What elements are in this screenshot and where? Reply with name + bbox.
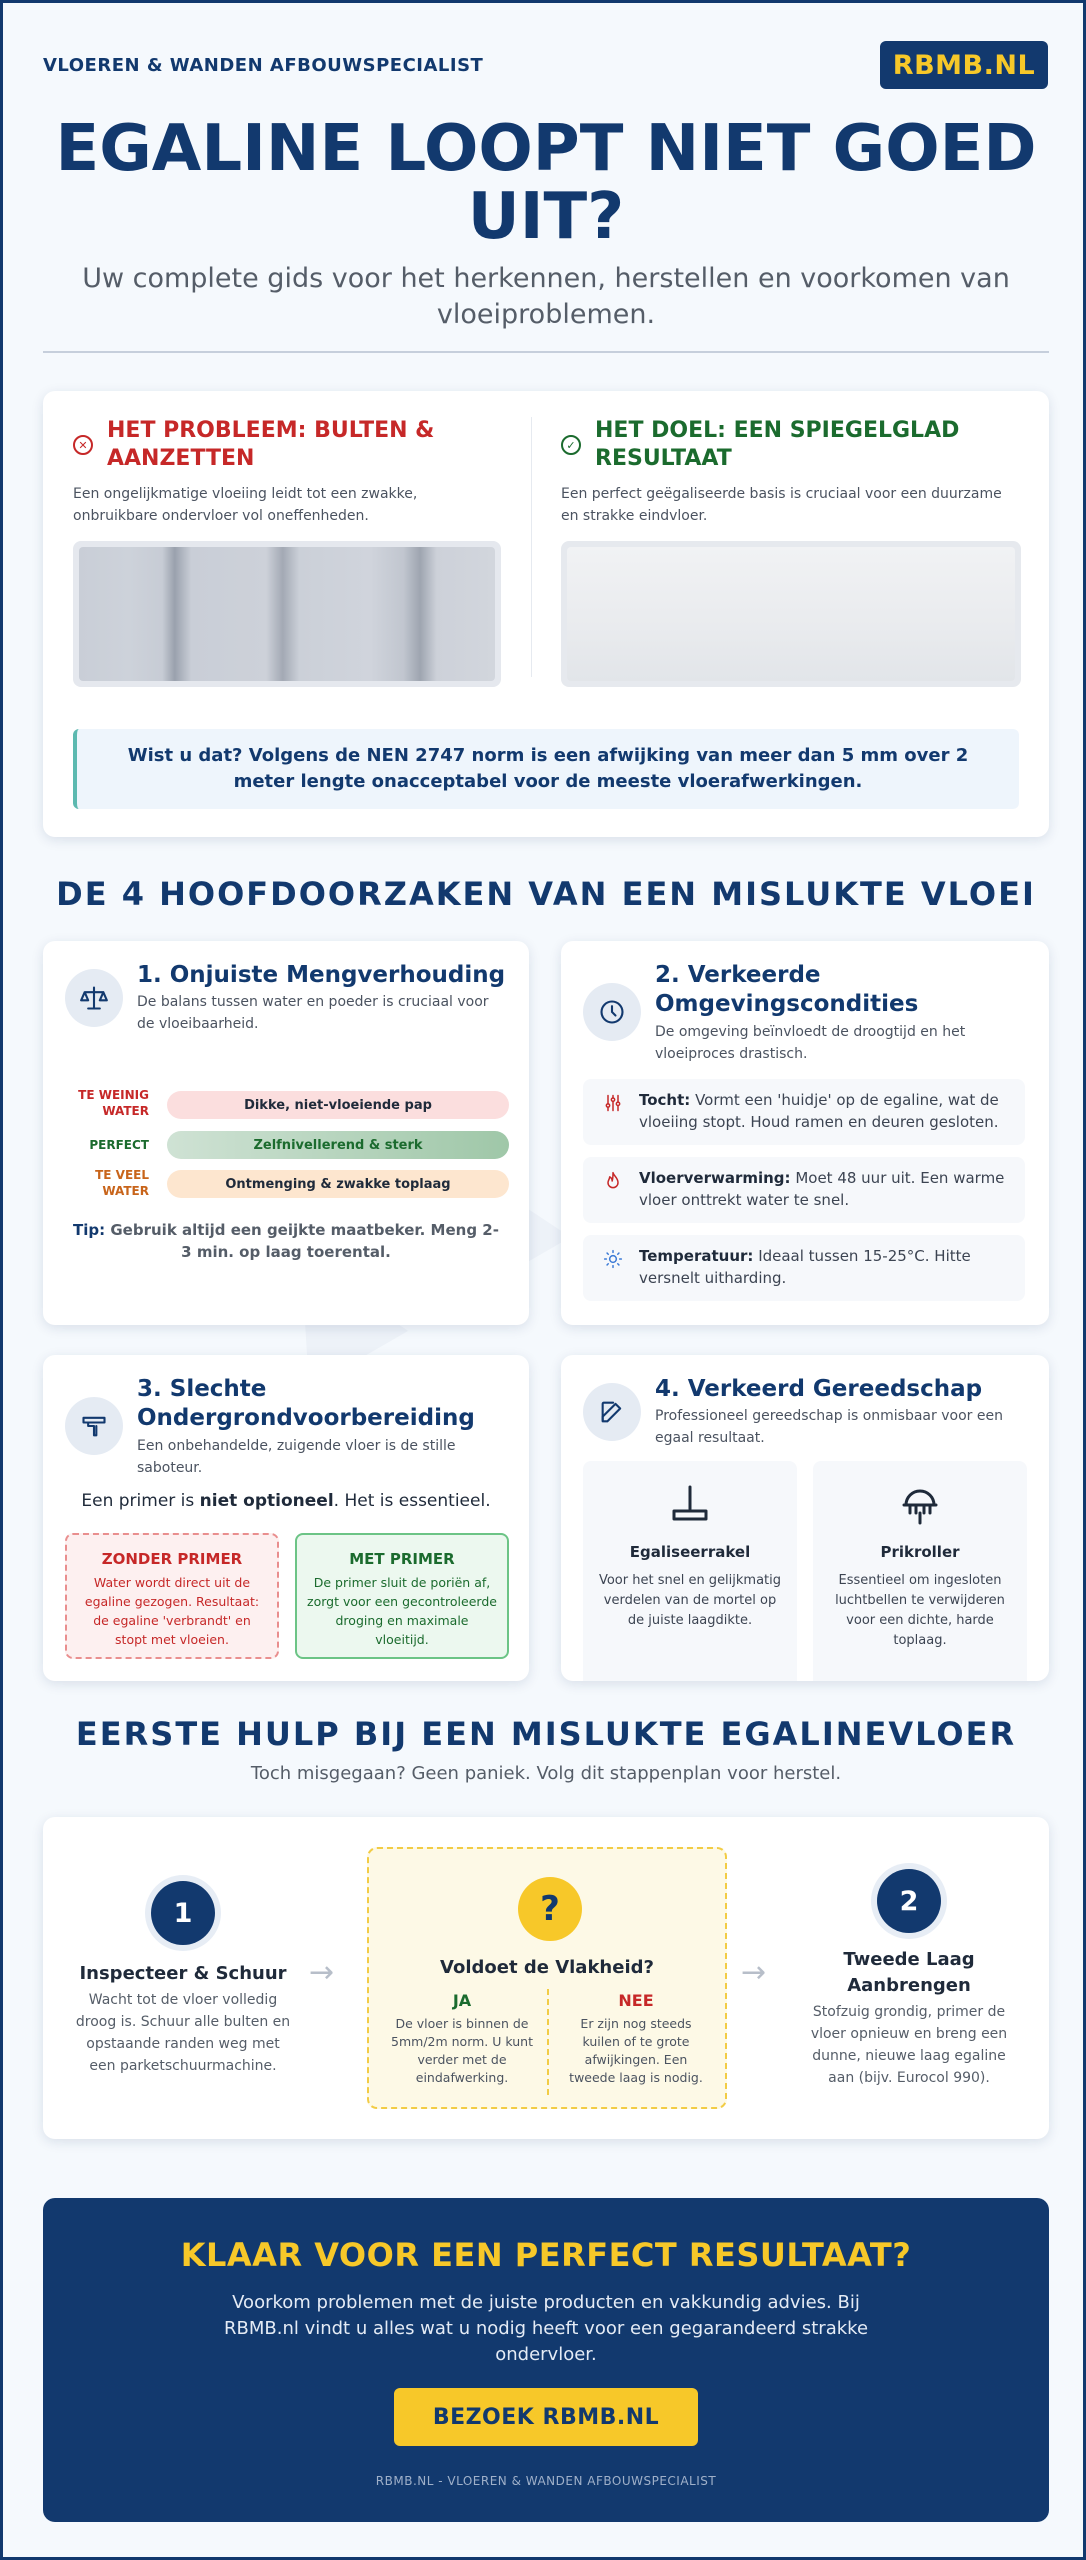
step-2-number: 2	[877, 1869, 941, 1933]
cta-text: Voorkom problemen met de juiste producten en vakkundig advies. Bij RBMB.nl vindt u alles wat u nodig heeft voor een gegarandeerd strakke ondervloer.	[223, 2292, 869, 2365]
decision-question: Voldoet de Vlakheid?	[440, 1957, 654, 1978]
mix-bar-perfect: Zelfnivellerend & sterk	[167, 1131, 509, 1159]
tool-spike-roller-desc: Essentieel om ingesloten luchtbellen te verwijderen voor een dichte, harde toplaag.	[835, 1573, 1005, 1648]
first-aid-card	[43, 1817, 1049, 2139]
cause-card-environment	[561, 941, 1049, 1325]
problem-goal-card	[43, 391, 1049, 837]
cause-3-description: Een onbehandelde, zuigende vloer is de stille saboteur.	[137, 1438, 456, 1476]
first-aid-title: EERSTE HULP BIJ EEN MISLUKTE EGALINEVLOER	[75, 1715, 1017, 1753]
spike-roller-icon	[896, 1481, 944, 1529]
primer-roller-icon	[65, 1397, 123, 1455]
cause-card-tools	[561, 1355, 1049, 1681]
sun-icon	[603, 1249, 623, 1269]
smooth-floor-illustration	[561, 541, 1021, 687]
cause-4-description: Professioneel gereedschap is onmisbaar voor een egaal resultaat.	[655, 1408, 1003, 1446]
decision-divider	[547, 1989, 549, 2095]
tool-spike-roller-name: Prikroller	[880, 1543, 960, 1561]
step-2-description: Stofzuig grondig, primer de vloer opnieuw en breng een dunne, nieuwe laag egaline aan (bijv. Eurocol 990).	[810, 2004, 1008, 2086]
fact-callout: Wist u dat? Volgens de NEN 2747 norm is een afwijking van meer dan 5 mm over 2 meter lengte onacceptabel voor de meeste vloerafwerkingen.	[73, 729, 1019, 809]
cause-1-title: 1. Onjuiste Mengverhouding	[137, 962, 506, 988]
step-1-number: 1	[151, 1881, 215, 1945]
first-aid-subtitle: Toch misgegaan? Geen paniek. Volg dit stappenplan voor herstel.	[250, 1763, 842, 1784]
mix-label-too-much: TE VEEL WATER	[95, 1168, 149, 1198]
column-divider	[531, 417, 532, 677]
problem-description: Een ongelijkmatige vloeiing leidt tot een zwakke, onbruikbare ondervloer vol oneffenheden.	[73, 486, 418, 524]
decision-no-title: NEE	[618, 1991, 654, 2010]
mix-bar-too-little: Dikke, niet-vloeiende pap	[167, 1091, 509, 1119]
step-1-title: Inspecteer & Schuur	[79, 1963, 287, 1984]
bumpy-floor-illustration	[73, 541, 501, 687]
env-item-temperature	[583, 1235, 1025, 1301]
with-primer-title: MET PRIMER	[349, 1550, 455, 1568]
arrow-right-icon: →	[309, 1955, 335, 1990]
tool-squeegee	[583, 1461, 797, 1681]
env-draft-text: Tocht: Vormt een 'huidje' op de egaline, wat de vloeiing stopt. Houd ramen en deuren gesloten.	[639, 1091, 999, 1131]
tip-text: Gebruik altijd een geijkte maatbeker. Meng 2-3 min. op laag toerental.	[110, 1221, 499, 1261]
squeegee-icon	[666, 1481, 714, 1529]
decision-yes-title: JA	[452, 1991, 472, 2010]
cause-3-title: 3. Slechte Ondergrondvoorbereiding	[137, 1376, 475, 1431]
visit-site-button[interactable]: BEZOEK RBMB.NL	[394, 2388, 698, 2446]
clock-icon	[583, 983, 641, 1041]
x-circle-icon: ✕	[73, 435, 93, 455]
tool-squeegee-name: Egaliseerrakel	[629, 1543, 751, 1561]
cause-1-description: De balans tussen water en poeder is cruciaal voor de vloeibaarheid.	[137, 994, 489, 1032]
cta-title: KLAAR VOOR EEN PERFECT RESULTAAT?	[180, 2236, 912, 2274]
header-divider	[43, 351, 1049, 353]
check-circle-icon: ✓	[561, 435, 581, 455]
tip-label: Tip:	[73, 1221, 106, 1239]
cause-4-title: 4. Verkeerd Gereedschap	[655, 1376, 983, 1402]
goal-title: HET DOEL: EEN SPIEGELGLAD RESULTAAT	[595, 418, 960, 471]
with-primer-text: De primer sluit de poriën af, zorgt voor een gecontroleerde droging en maximale vloeitijd.	[307, 1575, 497, 1647]
question-icon: ?	[518, 1877, 582, 1941]
brand-logo[interactable]: RBMB.NL	[880, 41, 1048, 89]
env-floor-heating-text: Vloerverwarming: Moet 48 uur uit. Een warme vloer onttrekt water te snel.	[639, 1169, 1005, 1209]
without-primer-box	[65, 1533, 279, 1659]
page-title: EGALINE LOOPT NIET GOED UIT?	[55, 112, 1037, 254]
mix-label-too-little: TE WEINIG WATER	[78, 1088, 149, 1118]
env-item-draft	[583, 1079, 1025, 1145]
step-1-description: Wacht tot de vloer volledig droog is. Schuur alle bulten en opstaande randen weg met een parketschuurmachine.	[75, 1992, 291, 2074]
decision-yes-text: De vloer is binnen de 5mm/2m norm. U kunt verder met de eindafwerking.	[391, 2016, 533, 2085]
brand-tagline: VLOEREN & WANDEN AFBOUWSPECIALIST	[43, 55, 484, 76]
call-to-action	[43, 2198, 1049, 2522]
without-primer-title: ZONDER PRIMER	[101, 1550, 243, 1568]
mixing-tip	[69, 1219, 503, 1263]
cause-card-substrate	[43, 1355, 529, 1681]
primer-statement: Een primer is niet optioneel. Het is essentieel.	[81, 1491, 491, 1511]
cause-2-title: 2. Verkeerde Omgevingscondities	[655, 962, 919, 1017]
cause-2-description: De omgeving beïnvloedt de droogtijd en het vloeiproces drastisch.	[655, 1024, 966, 1062]
decision-no-text: Er zijn nog steeds kuilen of te grote afwijkingen. Een tweede laag is nodig.	[569, 2016, 703, 2085]
edit-icon	[583, 1383, 641, 1441]
mix-bar-too-much: Ontmenging & zwakke toplaag	[167, 1170, 509, 1198]
page-subtitle: Uw complete gids voor het herkennen, herstellen en voorkomen van vloeiproblemen.	[82, 263, 1010, 330]
causes-section-title: DE 4 HOOFDOORZAKEN VAN EEN MISLUKTE VLOEI	[56, 875, 1036, 913]
env-item-floor-heating	[583, 1157, 1025, 1223]
env-temperature-text: Temperatuur: Ideaal tussen 15-25°C. Hitte versnelt uitharding.	[639, 1247, 971, 1287]
cause-card-mixing	[43, 941, 529, 1325]
flame-icon	[603, 1171, 623, 1191]
decision-box	[367, 1847, 727, 2109]
without-primer-text: Water wordt direct uit de egaline gezogen. Resultaat: de egaline 'verbrandt' en stopt met vloeien.	[84, 1575, 260, 1647]
problem-title: HET PROBLEEM: BULTEN & AANZETTEN	[107, 418, 435, 471]
mix-label-perfect: PERFECT	[89, 1138, 149, 1152]
step-2-title: Tweede Laag Aanbrengen	[843, 1949, 975, 1996]
goal-description: Een perfect geëgaliseerde basis is cruciaal voor een duurzame en strakke eindvloer.	[561, 486, 1002, 524]
sliders-icon	[603, 1093, 623, 1113]
cta-footer: RBMB.NL - VLOEREN & WANDEN AFBOUWSPECIALIST	[375, 2474, 717, 2488]
scale-icon	[65, 969, 123, 1027]
arrow-right-icon-2: →	[741, 1955, 767, 1990]
with-primer-box	[295, 1533, 509, 1659]
tool-squeegee-desc: Voor het snel en gelijkmatig verdelen van de mortel op de juiste laagdikte.	[598, 1573, 782, 1628]
tool-spike-roller	[813, 1461, 1027, 1681]
